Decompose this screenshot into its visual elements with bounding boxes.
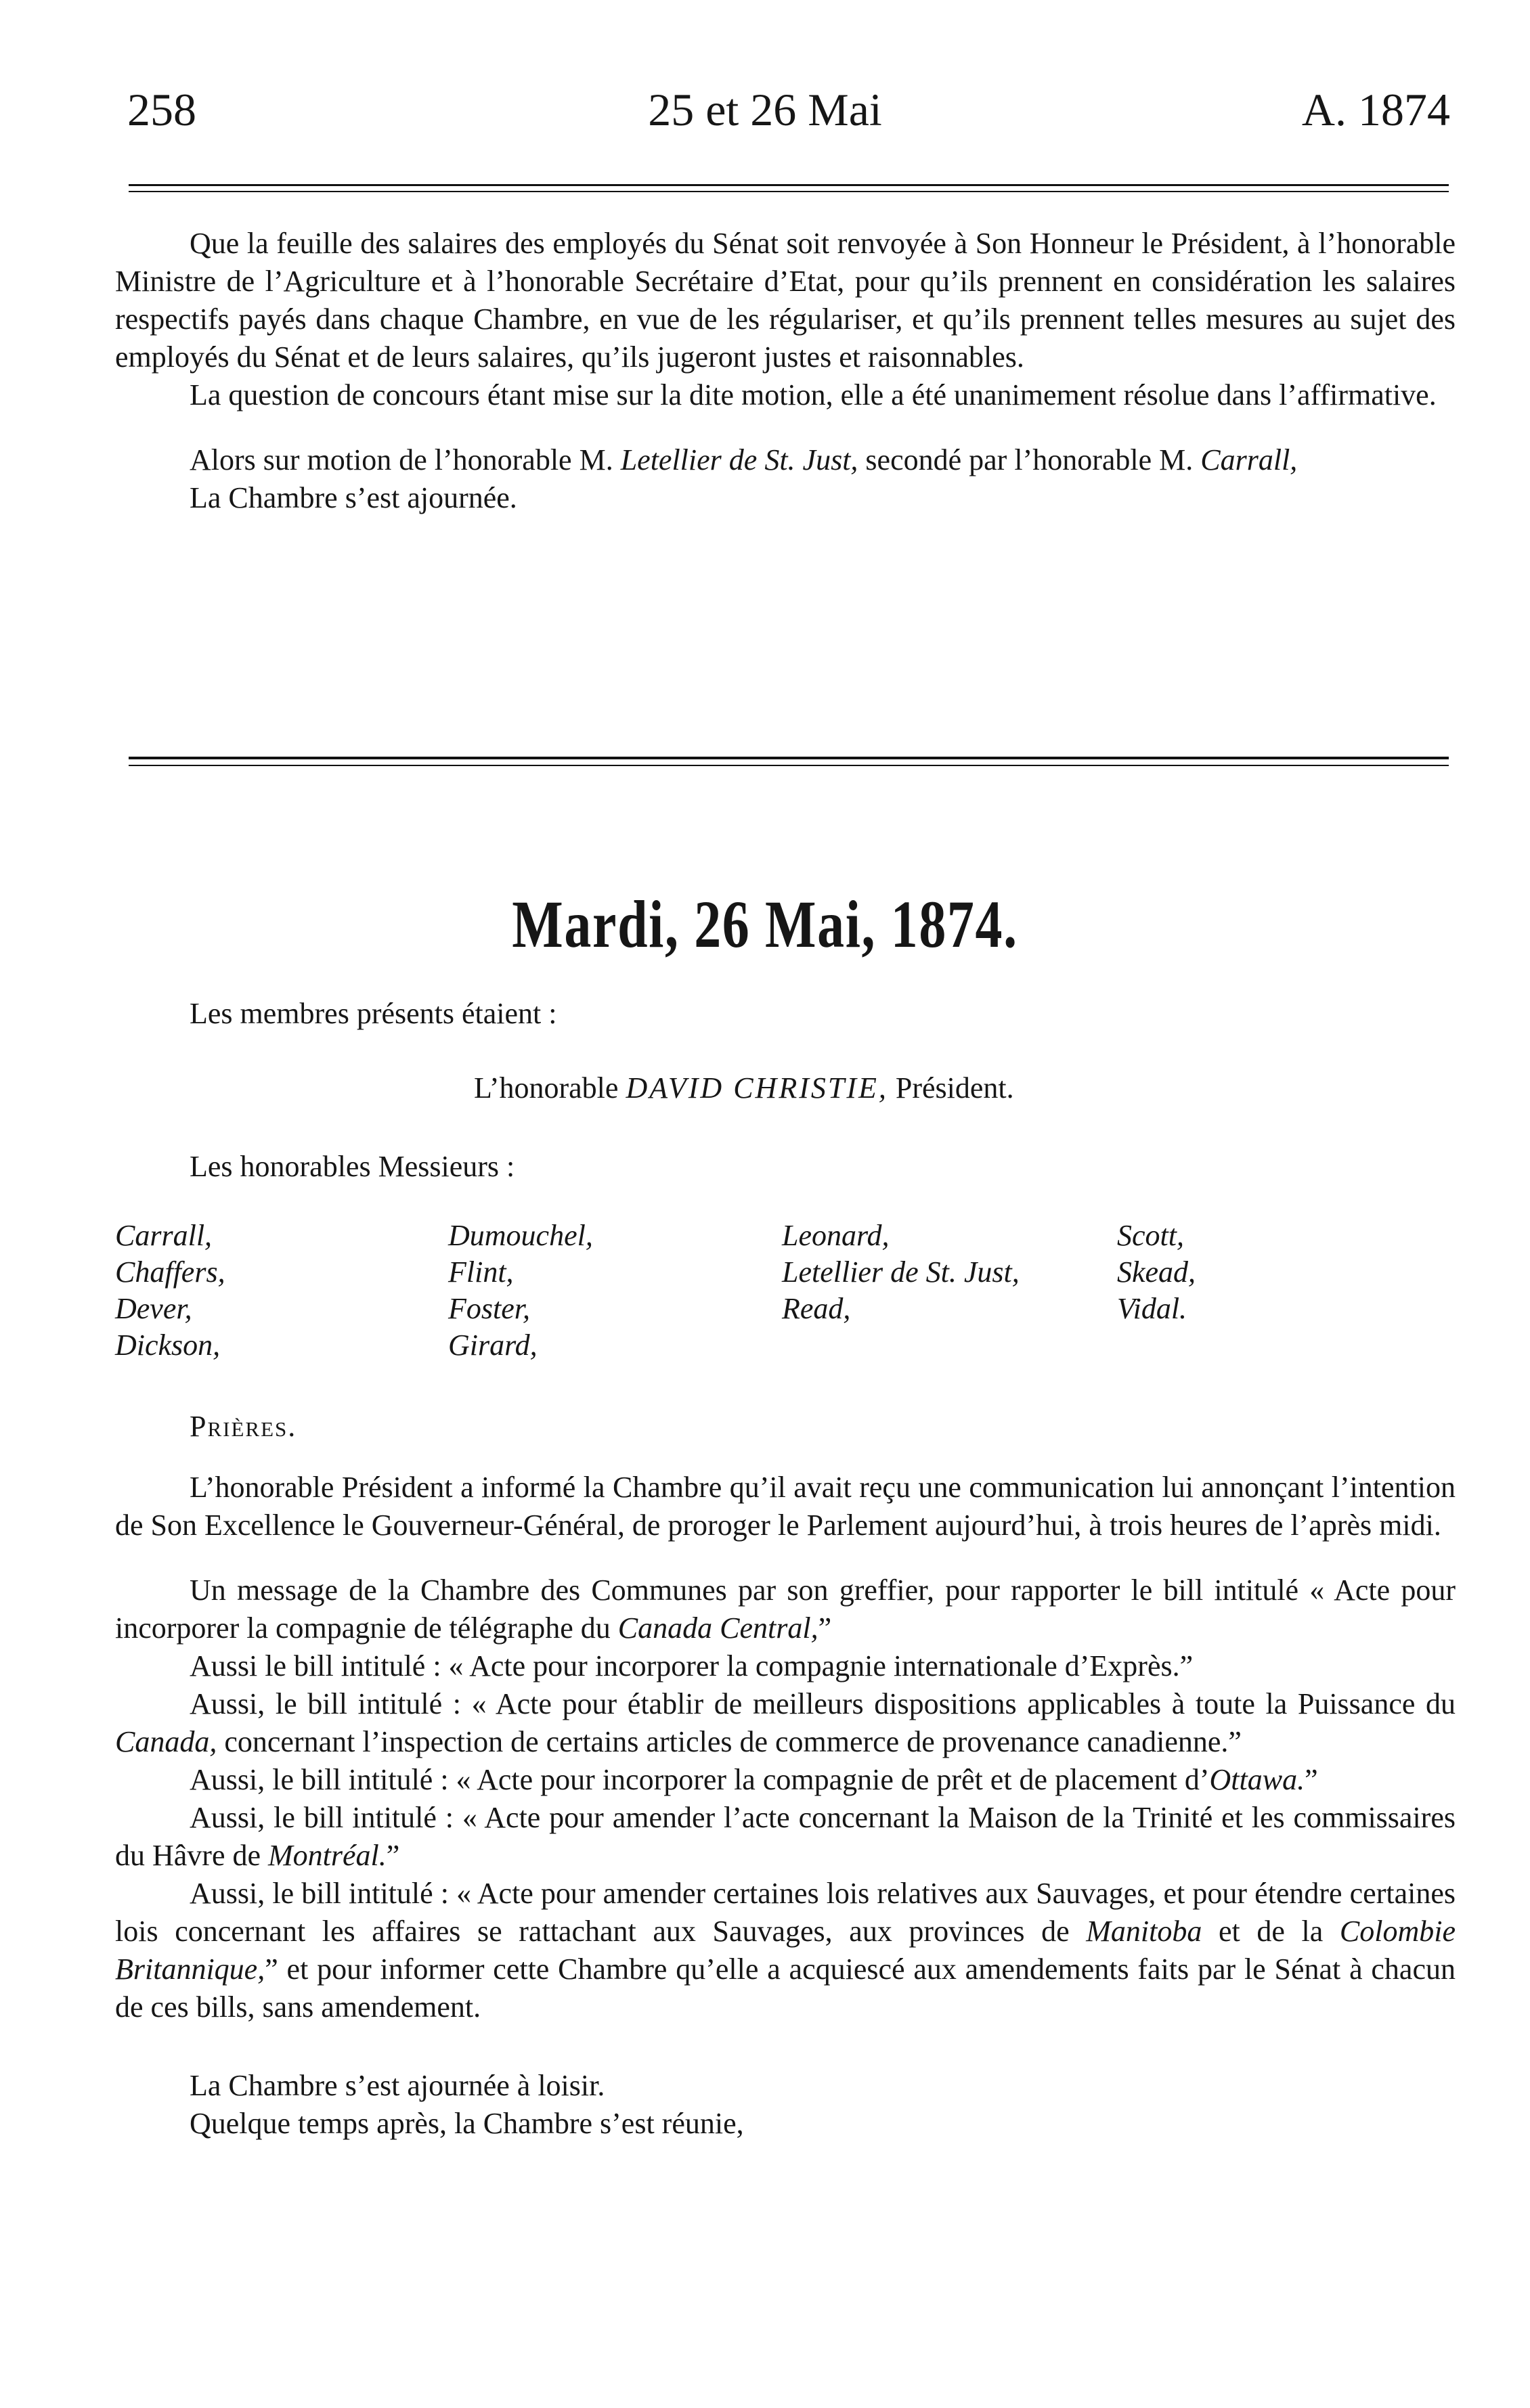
paragraph-ajournee: La Chambre s’est ajournée. [190, 481, 517, 514]
paragraph-ajournee-loisir: La Chambre s’est ajournée à loisir. [190, 2069, 605, 2102]
section-rule-thin [129, 765, 1449, 766]
paragraph-reunie: Quelque temps après, la Chambre s’est réunie, [190, 2107, 744, 2140]
member-name: Scott, [1117, 1219, 1184, 1252]
member-name: Carrall, [115, 1219, 213, 1252]
header-year: A. 1874 [1301, 84, 1450, 135]
paragraph-bill-inspection: Aussi, le bill intitulé : « Acte pour établir de meilleurs dispositions applicables à toute la Puissance du Canada, concernant l’inspection de certains articles de commerce de provenance canadienne.” [115, 1687, 1456, 1758]
member-name: Dever, [115, 1292, 192, 1325]
paragraph-salaires: Que la feuille des salaires des employés du Sénat soit renvoyée à Son Honneur le Président, à l’honorable Ministre de l’Agriculture et à l’honorable Secrétaire d’Etat, pour qu’ils prennent en considération les salaires respectifs payés dans chaque Chambre, en vue de les régulariser, et qu’ils prennent telles mesures au sujet des employés du Sénat et de leurs salaires, qu’ils jugeront justes et raisonnables. [115, 227, 1456, 374]
member-name: Skead, [1117, 1255, 1196, 1289]
member-name: Read, [782, 1292, 851, 1325]
paragraph-bill-ottawa: Aussi, le bill intitulé : « Acte pour incorporer la compagnie de prêt et de placement d’Ottawa.” [190, 1763, 1318, 1796]
header-rule [129, 184, 1449, 186]
paragraph-message: Un message de la Chambre des Communes par son greffier, pour rapporter le bill intitulé « Acte pour incorporer la compagnie de télégraphe du Canada Central,” [115, 1574, 1456, 1645]
member-name: Flint, [448, 1255, 514, 1289]
member-name: Dumouchel, [448, 1219, 593, 1252]
prieres-heading: Prières. [190, 1410, 297, 1443]
paragraph-communication: L’honorable Président a informé la Chambre qu’il avait reçu une communication lui annonçant l’intention de Son Excellence le Gouverneur-Général, de proroger le Parlement aujourd’hui, à trois heures de l’après midi. [115, 1471, 1456, 1542]
section-rule [129, 757, 1449, 759]
section-previous-day [115, 225, 1456, 517]
paragraph-bill-expres: Aussi le bill intitulé : « Acte pour incorporer la compagnie internationale d’Exprès.” [190, 1649, 1194, 1682]
member-name: Girard, [448, 1329, 538, 1362]
paragraph-motion: Alors sur motion de l’honorable M. Letellier de St. Just, secondé par l’honorable M. Carrall, [190, 443, 1298, 476]
page-number: 258 [127, 84, 196, 135]
messieurs-intro: Les honorables Messieurs : [190, 1150, 515, 1183]
paragraph-bill-trinite: Aussi, le bill intitulé : « Acte pour amender l’acte concernant la Maison de la Trinité et les commissaires du Hâvre de Montréal.” [115, 1801, 1456, 1872]
day-title: Mardi, 26 Mai, 1874. [512, 887, 1018, 962]
paragraph-bill-sauvages: Aussi, le bill intitulé : « Acte pour amender certaines lois relatives aux Sauvages, et pour étendre certaines lois concernant les affaires se rattachant aux Sauvages, aux provinces de Manitoba et de la Colombie Britannique,” et pour informer cette Chambre qu’elle a acquiescé aux amendements faits par le Sénat à chacun de ces bills, sans amendement. [115, 1877, 1456, 2024]
member-name: Chaffers, [115, 1255, 225, 1289]
member-name: Letellier de St. Just, [782, 1255, 1020, 1289]
president-name: DAVID CHRISTIE, [626, 1071, 888, 1105]
member-name: Dickson, [115, 1329, 221, 1362]
header-rule-thin [129, 191, 1449, 192]
members-intro: Les membres présents étaient : [190, 997, 557, 1030]
header-date: 25 et 26 Mai [648, 84, 882, 135]
member-name: Leonard, [782, 1219, 890, 1252]
president-line: L’honorable DAVID CHRISTIE, Président. [474, 1071, 1014, 1105]
paragraph-question: La question de concours étant mise sur la dite motion, elle a été unanimement résolue dans l’affirmative. [190, 378, 1437, 411]
member-name: Foster, [448, 1292, 530, 1325]
proceedings-body [115, 1469, 1456, 2143]
member-name: Vidal. [1117, 1292, 1187, 1325]
